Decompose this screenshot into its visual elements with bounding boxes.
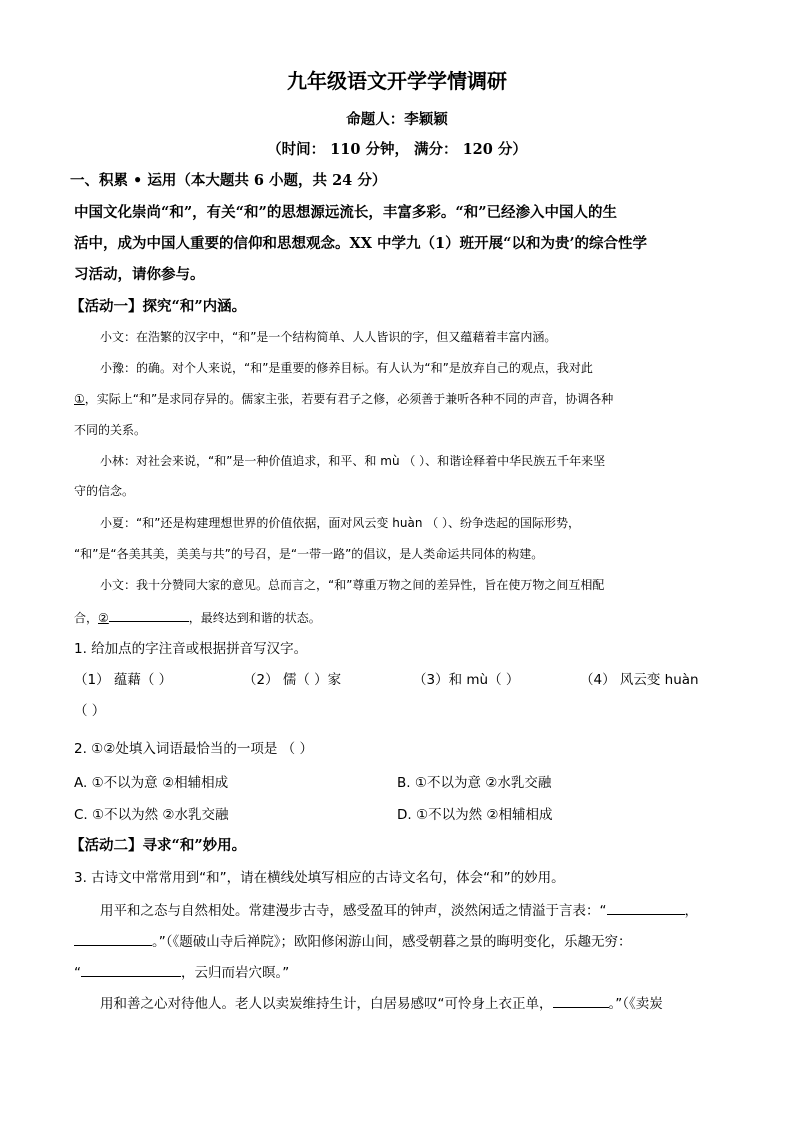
dialogue-line-6: 守的信念。 [74,484,135,498]
dialogue-line-3-text: ，实际上“和”是求同存异的。儒家主张，若要有君子之修，必须善于兼听各种不同的声音，协调各种 [84,392,614,406]
page-title: 九年级语文开学学情调研 [287,69,507,93]
author-line: 命题人：李颖颖 [346,111,448,128]
dialogue-line-8: “和”是“各美其美，美美与共”的号召，是“一带一路”的倡议，是人类命运共同体的构建。 [74,547,544,561]
dialogue-line-1: 小文：在浩繁的汉字中，“和”是一个结构简单、人人皆识的字，但又蕴藉着丰富内涵。 [100,330,557,344]
activity1-heading: 【活动一】探究“和”内涵。 [70,298,247,315]
intro-line-1: 中国文化崇尚“和”，有关“和”的思想源远流长，丰富多彩。“和”已经渗入中国人的生 [74,204,618,221]
blank-marker-2: ② [98,611,109,625]
q3-blank-2 [74,931,152,946]
intro-line-2: 活中，成为中国人重要的信仰和思想观念。XX 中学九（1）班开展“以和为贵’的综合性学 [74,235,648,252]
q3-para2-line1: 用和善之心对待他人。老人以卖炭维持生计，白居易感叹“可怜身上衣正单， 。”（《卖炭 [100,993,663,1014]
dialogue-line-10: 合，② ，最终达到和谐的状态。 [74,607,321,627]
q2-option-d: D. ①不以为然 ②相辅相成 [397,807,553,823]
blank-marker-1: ① [74,392,85,406]
blank-2-line [109,607,189,622]
dialogue-line-7: 小夏：“和”还是构建理想世界的价值依据，面对风云变 huàn （ ）、纷争迭起的国际形势， [100,516,581,530]
q2-stem: 2. ①②处填入词语最恰当的一项是 （ ） [74,741,313,757]
q3-para1-line3: “ ，云归而岩穴暝。” [74,962,289,983]
dialogue-line-5: 小林：对社会来说，“和”是一种价值追求，和平、和 mù （ ）、和谐诠释着中华民族五千年来坚 [100,454,606,468]
q1-stem: 1. 给加点的字注音或根据拼音写汉字。 [74,641,308,657]
q3-blank-3 [81,962,181,977]
q2-option-b: B. ①不以为意 ②水乳交融 [397,775,552,791]
q3-para1-line2: 。”（《题破山寺后禅院》；欧阳修闲游山间，感受朝暮之景的晦明变化，乐趣无穷： [74,931,632,952]
intro-line-3: 习活动，请你参与。 [74,266,205,283]
q1-item-2: （2） 儒（ ）家 [243,672,342,688]
dialogue-line-2: 小豫：的确。对个人来说，“和”是重要的修养目标。有人认为“和”是放弃自己的观点，我对此 [100,361,593,375]
time-info: （时间： 110 分钟， 满分： 120 分） [267,141,527,158]
section1-heading: 一、积累 • 运用（本大题共 6 小题，共 24 分） [70,172,387,189]
q3-para1-line1: 用平和之态与自然相处。常建漫步古寺，感受盈耳的钟声，淡然闲适之情溢于言表：“ ， [100,900,698,921]
q1-item-4-answer: （ ） [74,703,106,719]
dialogue-line-9: 小文：我十分赞同大家的意见。总而言之，“和”尊重万物之间的差异性，旨在使万物之间互相配 [100,578,605,592]
q2-option-a: A. ①不以为意 ②相辅相成 [74,775,229,791]
q2-option-c: C. ①不以为然 ②水乳交融 [74,807,229,823]
q3-stem: 3. 古诗文中常常用到“和”，请在横线处填写相应的古诗文名句，体会“和”的妙用。 [74,870,565,886]
q1-item-4: （4） 风云变 huàn [580,672,699,688]
dialogue-line-4: 不同的关系。 [74,423,147,437]
activity2-heading: 【活动二】寻求“和”妙用。 [70,837,247,854]
dialogue-line-3 [74,390,613,408]
q1-item-3: （3）和 mù（ ） [413,672,520,688]
q3-blank-1 [607,900,685,915]
q3-blank-4 [553,993,609,1008]
q1-item-1: （1） 蕴藉（ ） [74,672,173,688]
